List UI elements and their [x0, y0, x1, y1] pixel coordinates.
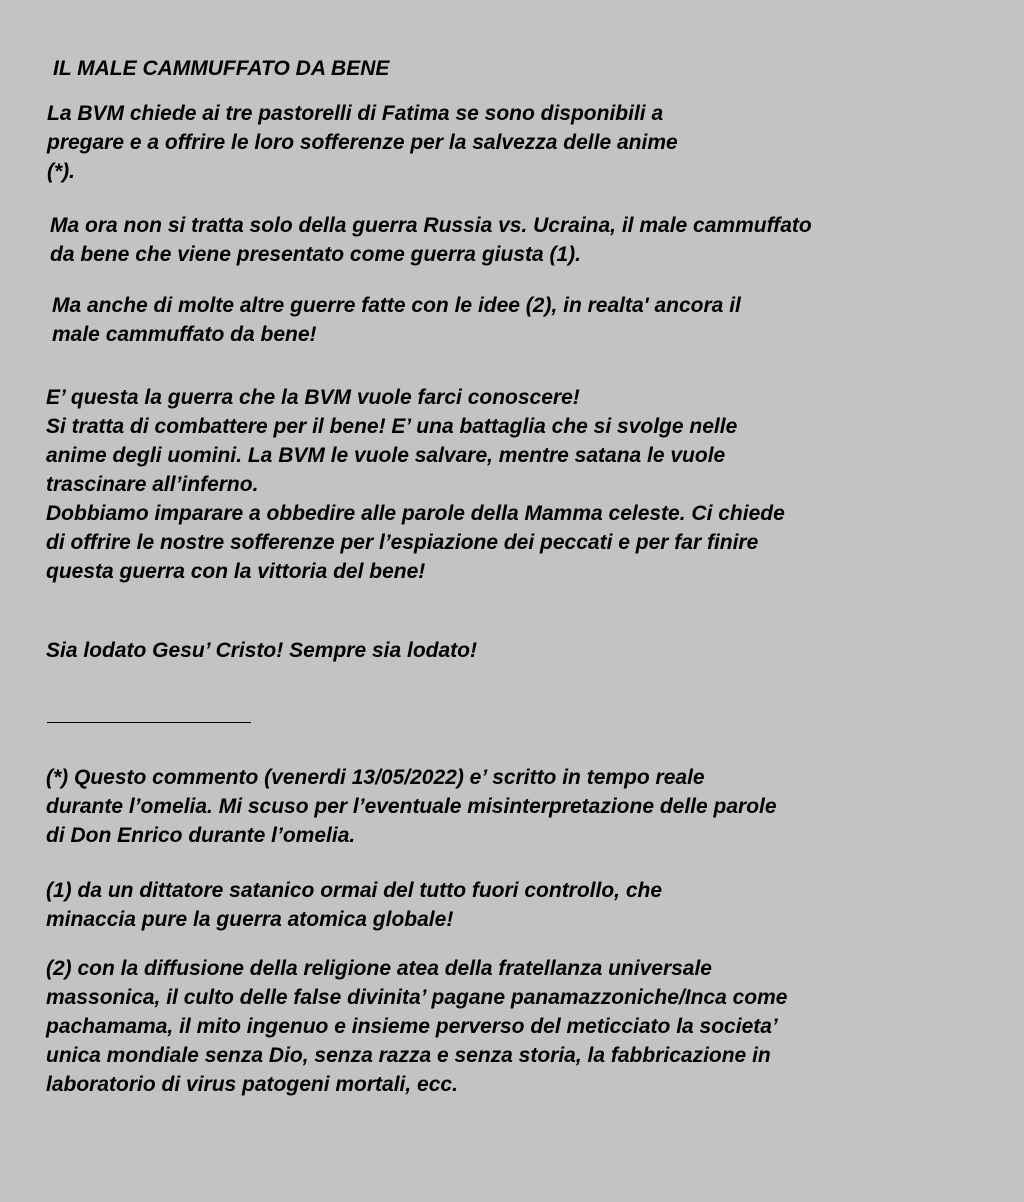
footnote-2 [46, 954, 787, 1099]
paragraph-praise [46, 636, 477, 665]
paragraph-fatima-request [47, 99, 678, 186]
text-line: Sia lodato Gesu’ Cristo! Sempre sia lodato! [46, 639, 477, 662]
text-line: questa guerra con la vittoria del bene! [46, 560, 426, 583]
text-line: (1) da un dittatore satanico ormai del tutto fuori controllo, che [46, 879, 663, 902]
footnote-star [46, 763, 777, 850]
text-line: Ma anche di molte altre guerre fatte con le idee (2), in realta' ancora il [52, 294, 741, 317]
text-line: massonica, il culto delle false divinita’ pagane panamazzoniche/Inca come [46, 986, 788, 1009]
text-line: anime degli uomini. La BVM le vuole salvare, mentre satana le vuole [46, 444, 726, 467]
paragraph-other-wars [52, 291, 741, 349]
text-line: trascinare all’inferno. [46, 473, 259, 496]
text-line: La BVM chiede ai tre pastorelli di Fatima se sono disponibili a [47, 102, 664, 125]
paragraph-russia-ukraine [50, 211, 812, 269]
text-line: (2) con la diffusione della religione atea della fratellanza universale [46, 957, 712, 980]
text-line: Ma ora non si tratta solo della guerra Russia vs. Ucraina, il male cammuffato [50, 214, 812, 237]
text-line: di Don Enrico durante l’omelia. [46, 824, 356, 847]
text-line: Si tratta di combattere per il bene! E’ una battaglia che si svolge nelle [46, 415, 738, 438]
text-line: pachamama, il mito ingenuo e insieme perverso del meticciato la societa’ [46, 1015, 778, 1038]
text-line: pregare e a offrire le loro sofferenze per la salvezza delle anime [47, 131, 678, 154]
text-line: laboratorio di virus patogeni mortali, ecc. [46, 1073, 458, 1096]
text-line: da bene che viene presentato come guerra giusta (1). [50, 243, 581, 266]
text-line: di offrire le nostre sofferenze per l’espiazione dei peccati e per far finire [46, 531, 759, 554]
footnote-1 [46, 876, 662, 934]
text-line: Dobbiamo imparare a obbedire alle parole della Mamma celeste. Ci chiede [46, 502, 785, 525]
footnote-divider [47, 722, 251, 723]
text-line: E’ questa la guerra che la BVM vuole farci conoscere! [46, 386, 580, 409]
document-title: IL MALE CAMMUFFATO DA BENE [53, 57, 390, 80]
paragraph-battle-for-good [46, 383, 785, 586]
text-line: (*). [47, 160, 75, 183]
text-line: male cammuffato da bene! [52, 323, 317, 346]
text-line: (*) Questo commento (venerdi 13/05/2022) e’ scritto in tempo reale [46, 766, 705, 789]
text-line: minaccia pure la guerra atomica globale! [46, 908, 454, 931]
text-line: durante l’omelia. Mi scuso per l’eventuale misinterpretazione delle parole [46, 795, 777, 818]
text-line: unica mondiale senza Dio, senza razza e senza storia, la fabbricazione in [46, 1044, 771, 1067]
